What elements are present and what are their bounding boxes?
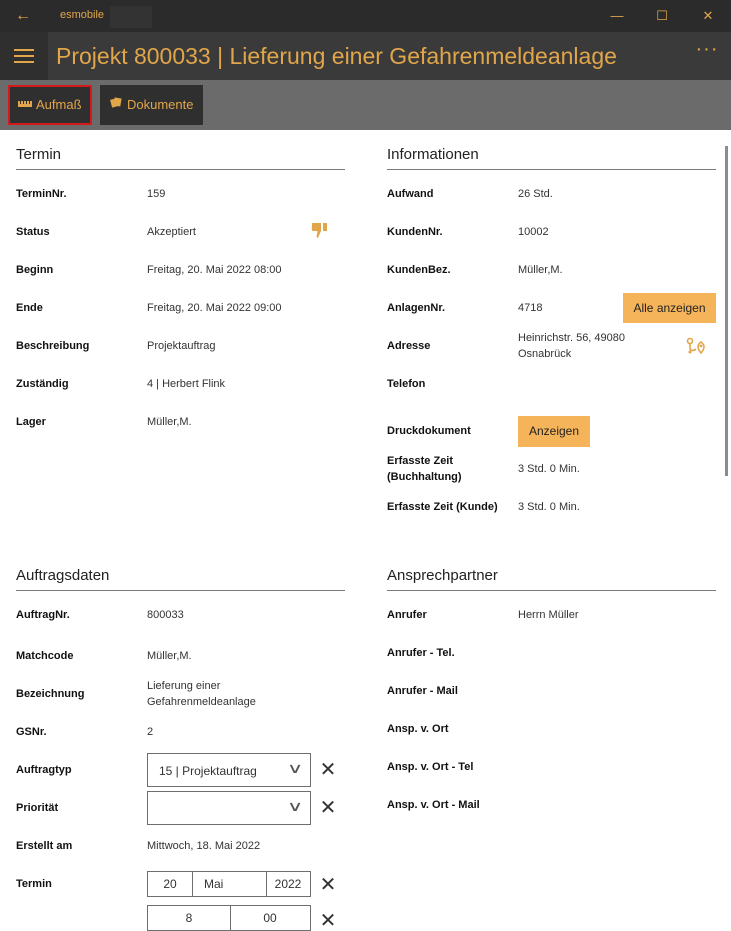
route-map-icon[interactable] bbox=[686, 337, 708, 355]
anrufer-value: Herrn Müller bbox=[518, 609, 579, 621]
termin-nr-label: TerminNr. bbox=[16, 188, 67, 200]
anrufer-tel-label: Anrufer - Tel. bbox=[387, 647, 455, 659]
anrufer-mail-label: Anrufer - Mail bbox=[387, 685, 458, 697]
kundenbez-value: Müller,M. bbox=[518, 264, 563, 276]
anlagennr-value: 4718 bbox=[518, 302, 543, 314]
title-bar bbox=[0, 0, 731, 32]
termin-divider bbox=[16, 169, 345, 170]
status-value: Akzeptiert bbox=[147, 226, 196, 238]
termin-date-picker[interactable] bbox=[147, 871, 311, 897]
clear-termin-time-icon[interactable]: ✕ bbox=[319, 910, 337, 931]
more-options-icon[interactable]: ··· bbox=[695, 38, 719, 60]
telefon-label: Telefon bbox=[387, 378, 426, 390]
alle-anzeigen-button[interactable]: Alle anzeigen bbox=[623, 293, 716, 323]
anlagennr-label: AnlagenNr. bbox=[387, 302, 446, 314]
adresse-label: Adresse bbox=[387, 340, 431, 352]
beginn-label: Beginn bbox=[16, 264, 54, 276]
ende-value: Freitag, 20. Mai 2022 09:00 bbox=[147, 302, 282, 314]
back-arrow-icon[interactable]: ← bbox=[15, 7, 31, 24]
hamburger-menu-icon[interactable] bbox=[0, 32, 48, 80]
gsnr-label: GSNr. bbox=[16, 726, 47, 738]
auftragsdaten-section-title: Auftragsdaten bbox=[16, 567, 110, 584]
status-label: Status bbox=[16, 226, 50, 238]
aufmass-label: Aufmaß bbox=[36, 97, 82, 112]
kundennr-value: 10002 bbox=[518, 226, 549, 238]
bezeichnung-line-1: Lieferung einer bbox=[147, 680, 221, 692]
anzeigen-button[interactable]: Anzeigen bbox=[518, 416, 590, 447]
ansp-ort-tel-label: Ansp. v. Ort - Tel bbox=[387, 761, 474, 773]
matchcode-value: Müller,M. bbox=[147, 650, 192, 662]
auftragtyp-label: Auftragtyp bbox=[16, 764, 72, 776]
erstellt-am-value: Mittwoch, 18. Mai 2022 bbox=[147, 840, 261, 852]
auftragnr-label: AuftragNr. bbox=[16, 609, 70, 621]
termin-year: 2022 bbox=[274, 877, 302, 891]
auftragtyp-dropdown[interactable] bbox=[147, 753, 311, 787]
adresse-line-2: Osnabrück bbox=[518, 348, 572, 360]
termin-hour: 8 bbox=[185, 911, 193, 925]
termin-time-picker[interactable] bbox=[147, 905, 311, 931]
prioritaet-label: Priorität bbox=[16, 802, 59, 814]
vertical-scrollbar[interactable] bbox=[725, 146, 728, 476]
termin-section-title: Termin bbox=[16, 146, 62, 163]
kundenbez-label: KundenBez. bbox=[387, 264, 451, 276]
command-toolbar bbox=[0, 80, 731, 130]
ansprechpartner-divider bbox=[387, 590, 716, 591]
bezeichnung-line-2: Gefahrenmeldeanlage bbox=[147, 696, 256, 708]
ansp-ort-label: Ansp. v. Ort bbox=[387, 723, 449, 735]
informationen-divider bbox=[387, 169, 716, 170]
anrufer-label: Anrufer bbox=[387, 609, 427, 621]
clear-termin-date-icon[interactable]: ✕ bbox=[319, 874, 337, 896]
beginn-value: Freitag, 20. Mai 2022 08:00 bbox=[147, 264, 282, 276]
adresse-line-1: Heinrichstr. 56, 49080 bbox=[518, 332, 626, 344]
close-window-button[interactable]: ✕ bbox=[702, 8, 714, 23]
termin-minute: 00 bbox=[263, 911, 277, 925]
gsnr-value: 2 bbox=[147, 726, 154, 738]
termin-month: Mai bbox=[204, 877, 224, 891]
erfasste-zeit-kunde-label: Erfasste Zeit (Kunde) bbox=[387, 501, 498, 513]
kundennr-label: KundenNr. bbox=[387, 226, 443, 238]
ansprechpartner-section-title: Ansprechpartner bbox=[387, 567, 498, 584]
zustaendig-label: Zuständig bbox=[16, 378, 69, 390]
chevron-down-icon: ∨ bbox=[286, 798, 304, 814]
dokumente-button[interactable] bbox=[100, 85, 203, 125]
auftragsdaten-divider bbox=[16, 590, 345, 591]
app-name: esmobile bbox=[60, 9, 105, 21]
clear-prioritaet-icon[interactable]: ✕ bbox=[319, 797, 337, 819]
ende-label: Ende bbox=[16, 302, 43, 314]
aufwand-label: Aufwand bbox=[387, 188, 434, 200]
zustaendig-value: 4 | Herbert Flink bbox=[147, 378, 226, 390]
lager-value: Müller,M. bbox=[147, 416, 192, 428]
aufwand-value: 26 Std. bbox=[518, 188, 553, 200]
bezeichnung-label: Bezeichnung bbox=[16, 688, 85, 700]
termin-date-label: Termin bbox=[16, 878, 52, 890]
minimize-button[interactable]: — bbox=[610, 8, 624, 23]
documents-icon bbox=[110, 86, 123, 126]
maximize-button[interactable]: ☐ bbox=[656, 8, 668, 23]
clear-auftragtyp-icon[interactable]: ✕ bbox=[319, 759, 337, 781]
beschreibung-label: Beschreibung bbox=[16, 340, 90, 352]
ansp-ort-mail-label: Ansp. v. Ort - Mail bbox=[387, 799, 480, 811]
aufmass-button[interactable] bbox=[8, 85, 92, 125]
beschreibung-value: Projektauftrag bbox=[147, 340, 216, 352]
auftragnr-value: 800033 bbox=[147, 609, 184, 621]
chevron-down-icon: ∨ bbox=[286, 760, 304, 776]
page-header bbox=[0, 32, 731, 80]
erfasste-zeit-buchhaltung-label-2: (Buchhaltung) bbox=[387, 471, 462, 483]
erfasste-zeit-buchhaltung-value: 3 Std. 0 Min. bbox=[518, 463, 580, 475]
app-name-highlight bbox=[110, 6, 152, 28]
ruler-icon bbox=[18, 88, 32, 124]
auftragtyp-selected-value: 15 | Projektauftrag bbox=[159, 764, 257, 778]
dokumente-label: Dokumente bbox=[127, 97, 194, 112]
informationen-section-title: Informationen bbox=[387, 146, 479, 163]
lager-label: Lager bbox=[16, 416, 46, 428]
druckdokument-label: Druckdokument bbox=[387, 425, 471, 437]
erfasste-zeit-kunde-value: 3 Std. 0 Min. bbox=[518, 501, 580, 513]
thumbs-down-icon[interactable] bbox=[310, 221, 330, 239]
erfasste-zeit-buchhaltung-label-1: Erfasste Zeit bbox=[387, 455, 454, 467]
termin-nr-value: 159 bbox=[147, 188, 166, 200]
matchcode-label: Matchcode bbox=[16, 650, 74, 662]
prioritaet-dropdown[interactable] bbox=[147, 791, 311, 825]
erstellt-am-label: Erstellt am bbox=[16, 840, 73, 852]
termin-day: 20 bbox=[163, 877, 177, 891]
page-title: Projekt 800033 | Lieferung einer Gefahrenmeldeanlage bbox=[56, 43, 617, 69]
